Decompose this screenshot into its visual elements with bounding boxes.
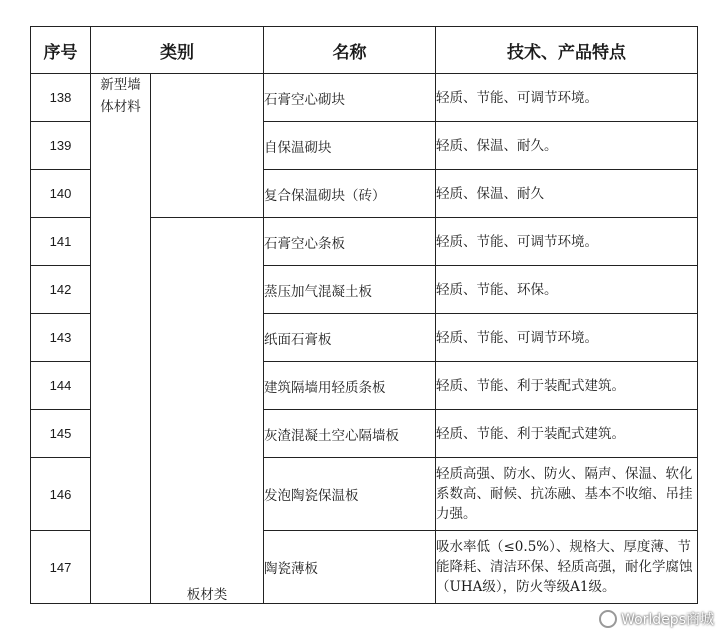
row-number: 138 <box>31 74 91 122</box>
row-number: 146 <box>31 458 91 531</box>
product-name: 石膏空心条板 <box>264 218 436 266</box>
product-name: 灰渣混凝土空心隔墙板 <box>264 410 436 458</box>
product-features: 轻质、节能、利于装配式建筑。 <box>436 410 698 458</box>
product-features: 轻质、保温、耐久。 <box>436 122 698 170</box>
category-main-label: 新型墙体材料 <box>100 77 141 115</box>
header-row <box>31 27 698 74</box>
header-name: 名称 <box>264 27 436 74</box>
row-number: 143 <box>31 314 91 362</box>
product-table <box>30 26 698 604</box>
product-features: 轻质、节能、可调节环境。 <box>436 314 698 362</box>
row-number: 139 <box>31 122 91 170</box>
header-features: 技术、产品特点 <box>436 27 698 74</box>
watermark-text: Worldeps商城 <box>621 612 714 628</box>
row-number: 141 <box>31 218 91 266</box>
product-name: 纸面石膏板 <box>264 314 436 362</box>
category-sub-empty <box>151 74 264 218</box>
table-row <box>31 74 698 122</box>
product-features: 轻质、节能、利于装配式建筑。 <box>436 362 698 410</box>
product-name: 陶瓷薄板 <box>264 531 436 604</box>
product-name: 蒸压加气混凝土板 <box>264 266 436 314</box>
product-name: 石膏空心砌块 <box>264 74 436 122</box>
product-features: 轻质高强、防水、防火、隔声、保温、软化系数高、耐候、抗冻融、基本不收缩、吊挂力强。 <box>436 458 698 531</box>
row-number: 147 <box>31 531 91 604</box>
product-features: 轻质、保温、耐久 <box>436 170 698 218</box>
wechat-logo-icon <box>599 610 617 628</box>
product-name: 发泡陶瓷保温板 <box>264 458 436 531</box>
product-features: 吸水率低（≤0.5%）、规格大、厚度薄、节能降耗、清洁环保、轻质高强，耐化学腐蚀（UHA级），防火等级A1级。 <box>436 531 698 604</box>
header-category: 类别 <box>91 27 264 74</box>
product-features: 轻质、节能、可调节环境。 <box>436 218 698 266</box>
watermark <box>599 609 714 629</box>
product-name: 自保温砌块 <box>264 122 436 170</box>
row-number: 142 <box>31 266 91 314</box>
row-number: 140 <box>31 170 91 218</box>
category-main-cell <box>91 74 151 604</box>
product-features: 轻质、节能、环保。 <box>436 266 698 314</box>
header-seq: 序号 <box>31 27 91 74</box>
row-number: 145 <box>31 410 91 458</box>
product-name: 建筑隔墙用轻质条板 <box>264 362 436 410</box>
product-features: 轻质、节能、可调节环境。 <box>436 74 698 122</box>
product-name: 复合保温砌块（砖） <box>264 170 436 218</box>
category-sub-label: 板材类 <box>186 587 228 603</box>
category-sub-cell <box>151 218 264 604</box>
row-number: 144 <box>31 362 91 410</box>
